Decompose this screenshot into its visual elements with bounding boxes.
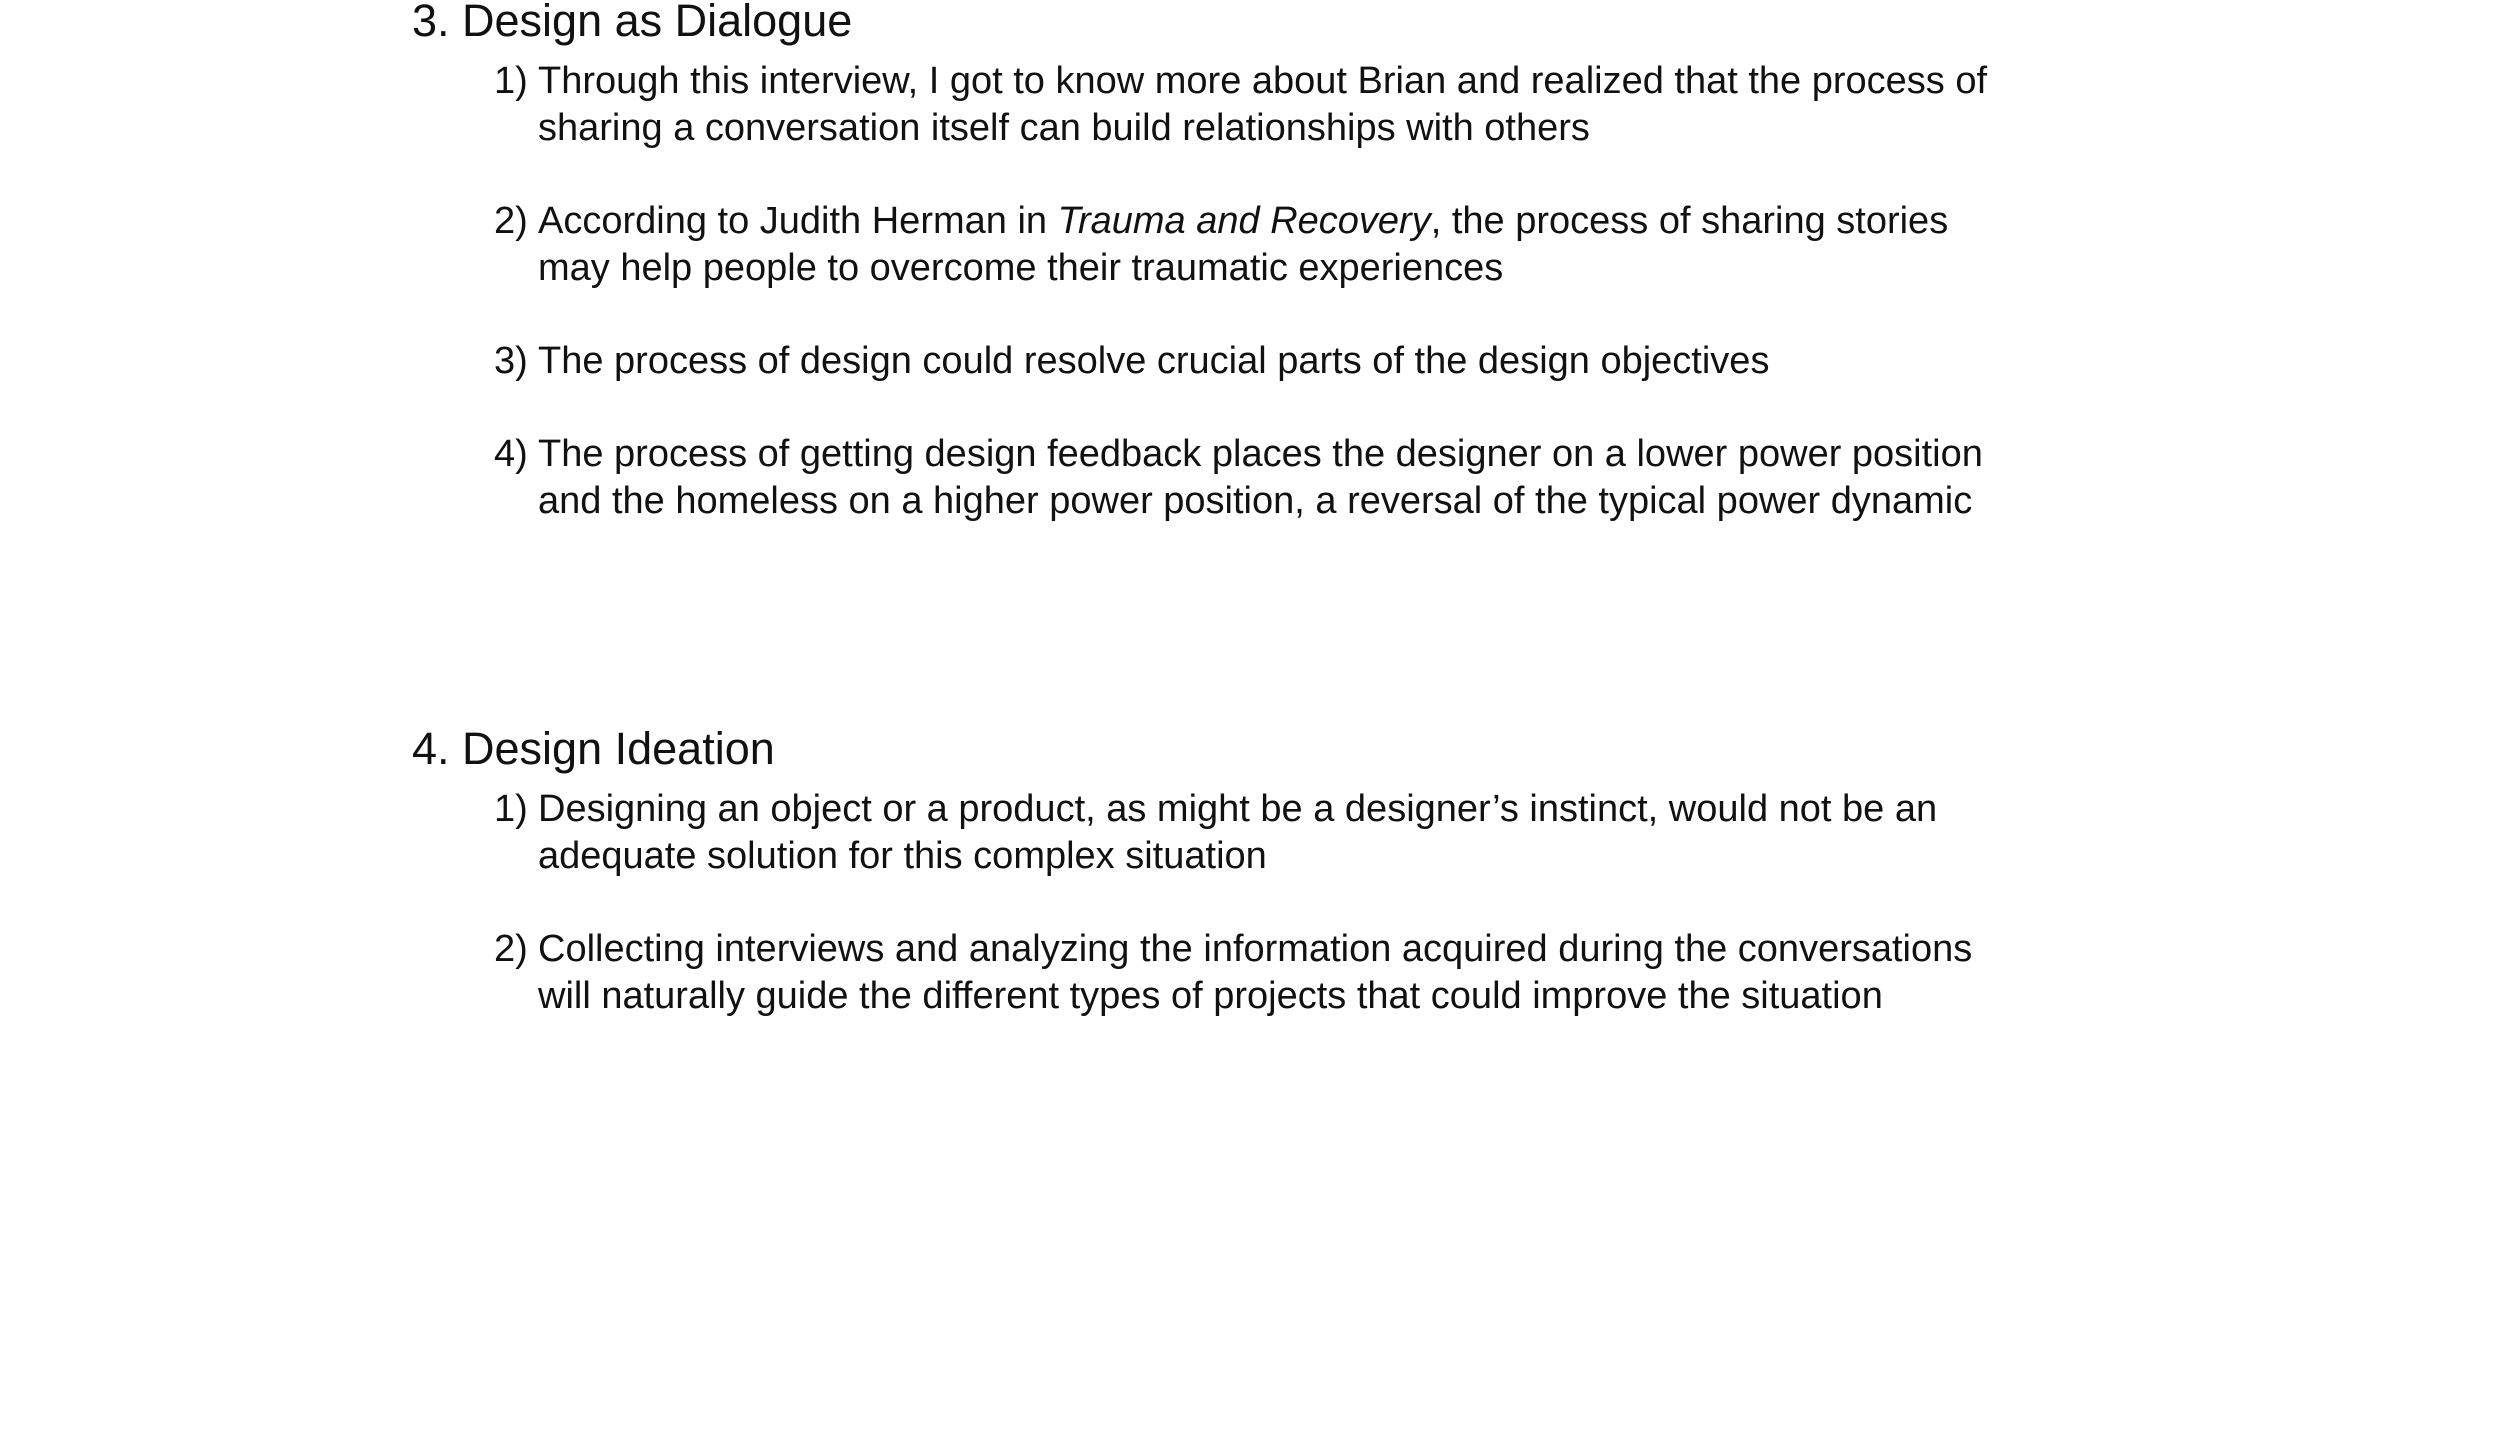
- list-item: [412, 58, 2112, 152]
- list-item-number: 3): [494, 340, 528, 382]
- list-item-line: Collecting interviews and analyzing the information acquired during the conversations: [538, 928, 1973, 970]
- list-item: [412, 338, 2112, 385]
- list-item-number: 4): [494, 433, 528, 475]
- list-item: [412, 786, 2112, 880]
- list-item-line: and the homeless on a higher power position, a reversal of the typical power dynamic: [538, 480, 1973, 522]
- list-item-line: may help people to overcome their traumatic experiences: [538, 247, 1504, 289]
- section-design-as-dialogue: [412, 0, 2112, 571]
- list-item-line: The process of getting design feedback places the designer on a lower power position: [538, 433, 1983, 475]
- list-item-line: The process of design could resolve crucial parts of the design objectives: [538, 340, 1770, 382]
- list-item-number: 2): [494, 928, 528, 970]
- section-heading: 4. Design Ideation: [412, 723, 775, 774]
- list-item-line: will naturally guide the different types of projects that could improve the situation: [538, 975, 1883, 1017]
- list-item-number: 1): [494, 60, 528, 102]
- list-item-line: sharing a conversation itself can build relationships with others: [538, 107, 1590, 149]
- list-item: [412, 431, 2112, 525]
- list-item-text: , the process of sharing stories: [1430, 200, 1949, 242]
- numbered-list: [412, 58, 2112, 525]
- list-item-line: Through this interview, I got to know more about Brian and realized that the process of: [538, 60, 1988, 102]
- list-item: [412, 926, 2112, 1020]
- numbered-list: [412, 786, 2112, 1020]
- list-item-line: [538, 198, 2112, 245]
- section-design-ideation: [412, 720, 2112, 1066]
- book-title: Trauma and Recovery: [1057, 200, 1431, 242]
- section-heading: 3. Design as Dialogue: [412, 0, 853, 46]
- list-item-line: adequate solution for this complex situation: [538, 835, 1267, 877]
- list-item-line: Designing an object or a product, as might be a designer’s instinct, would not be an: [538, 788, 1938, 830]
- list-item: [412, 198, 2112, 292]
- list-item-number: 2): [494, 200, 528, 242]
- list-item-text: According to Judith Herman in: [538, 200, 1058, 242]
- list-item-number: 1): [494, 788, 528, 830]
